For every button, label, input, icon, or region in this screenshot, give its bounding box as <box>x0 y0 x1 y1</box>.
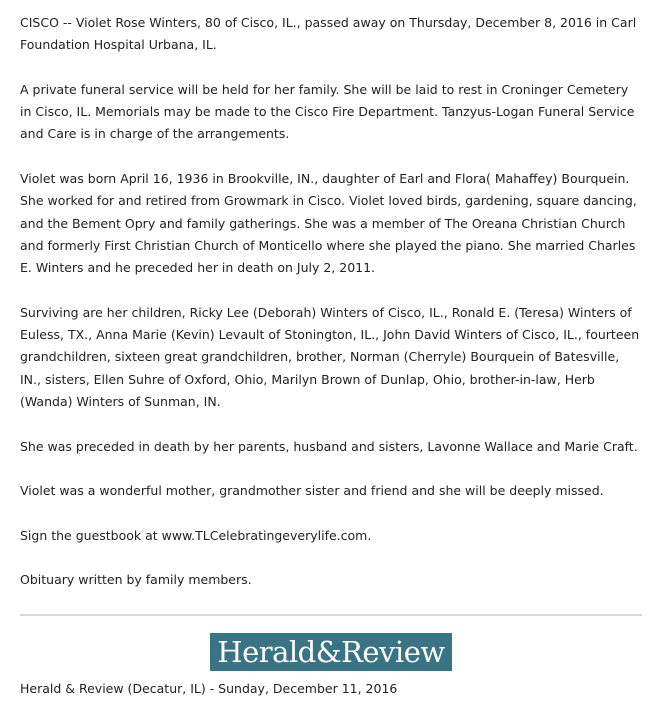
obituary-paragraph-survivors: Surviving are her children, Ricky Lee (Deborah) Winters of Cisco, IL., Ronald E. (Teresa) Winters of Euless, TX., Anna Marie (Kevin) Levault of Stonington, IL., John David Winters of Cisco, IL., fourteen grandchildren, sixteen great grandchildren, brother, Norman (Cherryle) Bourquein of Batesville, IN., sisters, Ellen Suhre of Oxford, Ohio, Marilyn Brown of Dunlap, Ohio, brother-in-law, Herb (Wanda) Winters of Sunman, IN. <box>20 304 640 410</box>
logo-text: Herald&Review <box>217 634 445 669</box>
herald-review-logo <box>210 633 452 671</box>
section-divider <box>20 614 642 616</box>
obituary-paragraph-tribute: Violet was a wonderful mother, grandmother sister and friend and she will be deeply missed. <box>20 483 604 499</box>
obituary-paragraph-death-notice: CISCO -- Violet Rose Winters, 80 of Cisco, IL., passed away on Thursday, December 8, 2016 in Carl Foundation Hospital Urbana, IL. <box>20 15 637 53</box>
obituary-paragraph-author: Obituary written by family members. <box>20 572 252 588</box>
obituary-article <box>20 12 642 614</box>
publication-source-line: Herald & Review (Decatur, IL) - Sunday, December 11, 2016 <box>20 681 398 696</box>
obituary-paragraph-services: A private funeral service will be held for her family. She will be laid to rest in Croninger Cemetery in Cisco, IL. Memorials may be made to the Cisco Fire Department. Tanzyus-Logan Funeral Service and Care is in charge of the arrangements. <box>20 81 635 142</box>
obituary-paragraph-guestbook: Sign the guestbook at www.TLCelebratingeverylife.com. <box>20 527 372 543</box>
obituary-paragraph-biography: Violet was born April 16, 1936 in Brookville, IN., daughter of Earl and Flora( Mahaffey) Bourquein. She worked for and retired from Growmark in Cisco. Violet loved birds, gardening, square dancing, and the Bement Opry and family gatherings. She was a member of The Oreana Christian Church and formerly First Christian Church of Monticello where she played the piano. She married Charles E. Winters and he preceded her in death on July 2, 2011. <box>20 171 637 276</box>
obituary-paragraph-preceded: She was preceded in death by her parents, husband and sisters, Lavonne Wallace and Marie Craft. <box>20 438 638 454</box>
